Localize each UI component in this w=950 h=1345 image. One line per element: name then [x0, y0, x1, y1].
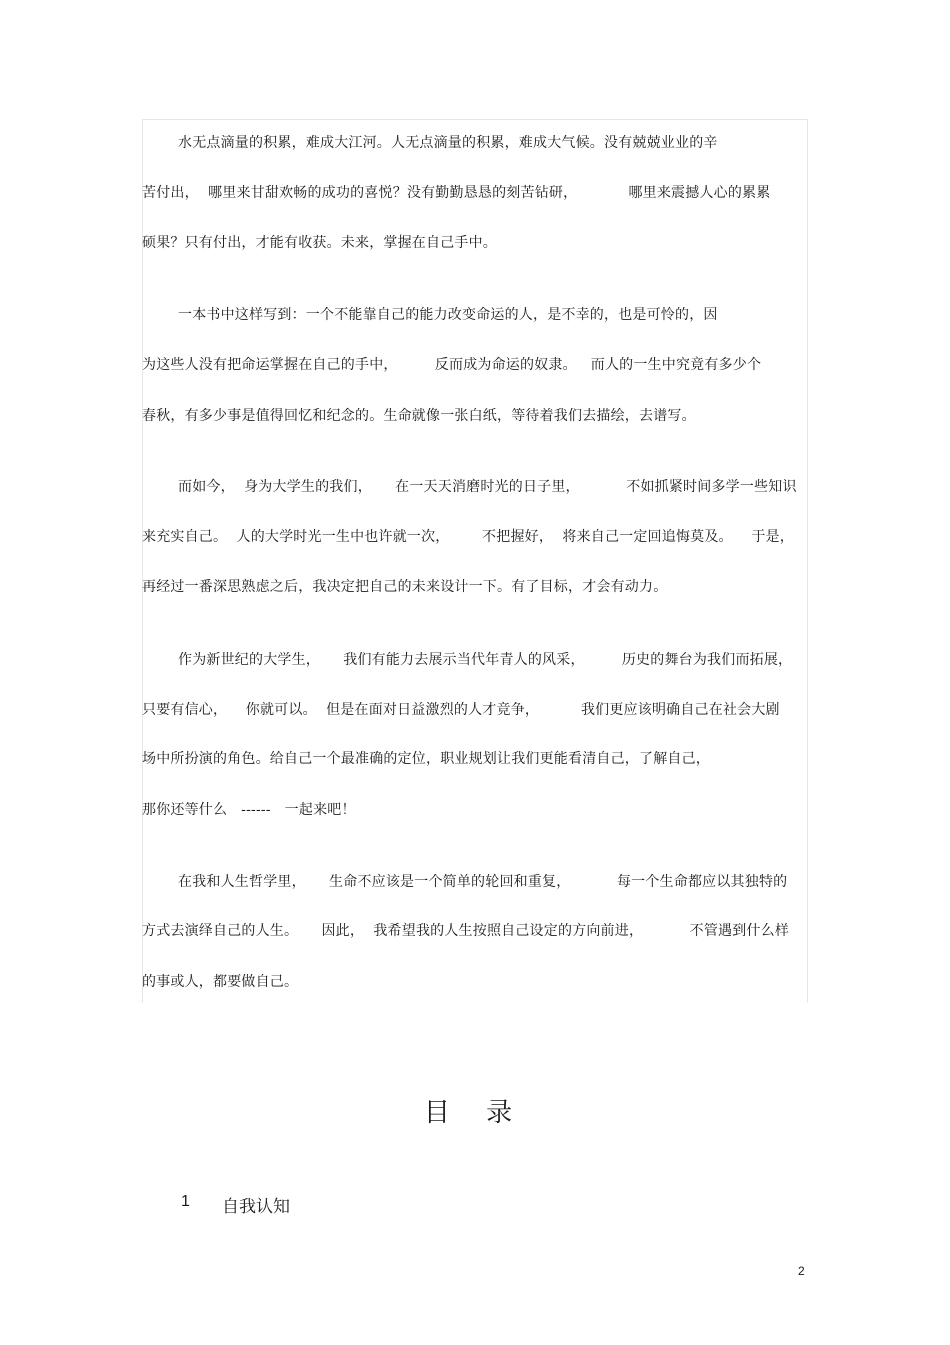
paragraph-2-line-1: 一本书中这样写到：一个不能靠自己的能力改变命运的人，是不幸的，也是可怜的，因 — [178, 307, 718, 323]
paragraph-4-line-2: 只要有信心， 你就可以。 但是在面对日益激烈的人才竞争， 我们更应该明确自己在社会大剧 — [142, 702, 780, 718]
paragraph-3-line-2: 来充实自己。 人的大学时光一生中也许就一次， 不把握好， 将来自己一定回追悔莫及。 于是， — [142, 529, 794, 545]
paragraph-4-line-4: 那你还等什么 ------ 一起来吧！ — [142, 802, 356, 818]
paragraph-5-line-3: 的事或人，都要做自己。 — [142, 974, 299, 990]
paragraph-1-line-3: 硕果？只有付出，才能有收获。未来，掌握在自己手中。 — [142, 235, 497, 251]
paragraph-2-line-3: 春秋，有多少事是值得回忆和纪念的。生命就像一张白纸，等待着我们去描绘，去谱写。 — [142, 408, 696, 424]
paragraph-1-line-2: 苦付出， 哪里来甘甜欢畅的成功的喜悦？没有勤勤恳恳的刻苦钻研， 哪里来震撼人心的累累 — [142, 185, 771, 201]
paragraph-2-line-2: 为这些人没有把命运掌握在自己的手中， 反而成为命运的奴隶。 而人的一生中究竟有多少个 — [142, 357, 762, 373]
paragraph-4-line-3: 场中所扮演的角色。给自己一个最准确的定位，职业规划让我们更能看清自己，了解自己， — [142, 751, 710, 767]
page-number: 2 — [798, 1264, 805, 1278]
paragraph-5-line-2: 方式去演绎自己的人生。 因此， 我希望我的人生按照自己设定的方向前进， 不管遇到什么样 — [142, 923, 790, 939]
paragraph-3-line-3: 再经过一番深思熟虑之后，我决定把自己的未来设计一下。有了目标，才会有动力。 — [142, 579, 668, 595]
toc-item-label[interactable]: 自我认知 — [222, 1197, 290, 1217]
paragraph-1-line-1: 水无点滴量的积累，难成大江河。人无点滴量的积累，难成大气候。没有兢兢业业的辛 — [178, 135, 718, 151]
toc-title: 目 录 — [423, 1098, 527, 1128]
paragraph-3-line-1: 而如今， 身为大学生的我们， 在一天天消磨时光的日子里， 不如抓紧时间多学一些知识 — [178, 479, 797, 495]
paragraph-4-line-1: 作为新世纪的大学生， 我们有能力去展示当代年青人的风采， 历史的舞台为我们而拓展， — [178, 652, 793, 668]
toc-item-number: 1 — [181, 1193, 190, 1210]
paragraph-5-line-1: 在我和人生哲学里， 生命不应该是一个简单的轮回和重复， 每一个生命都应以其独特的 — [178, 874, 788, 890]
